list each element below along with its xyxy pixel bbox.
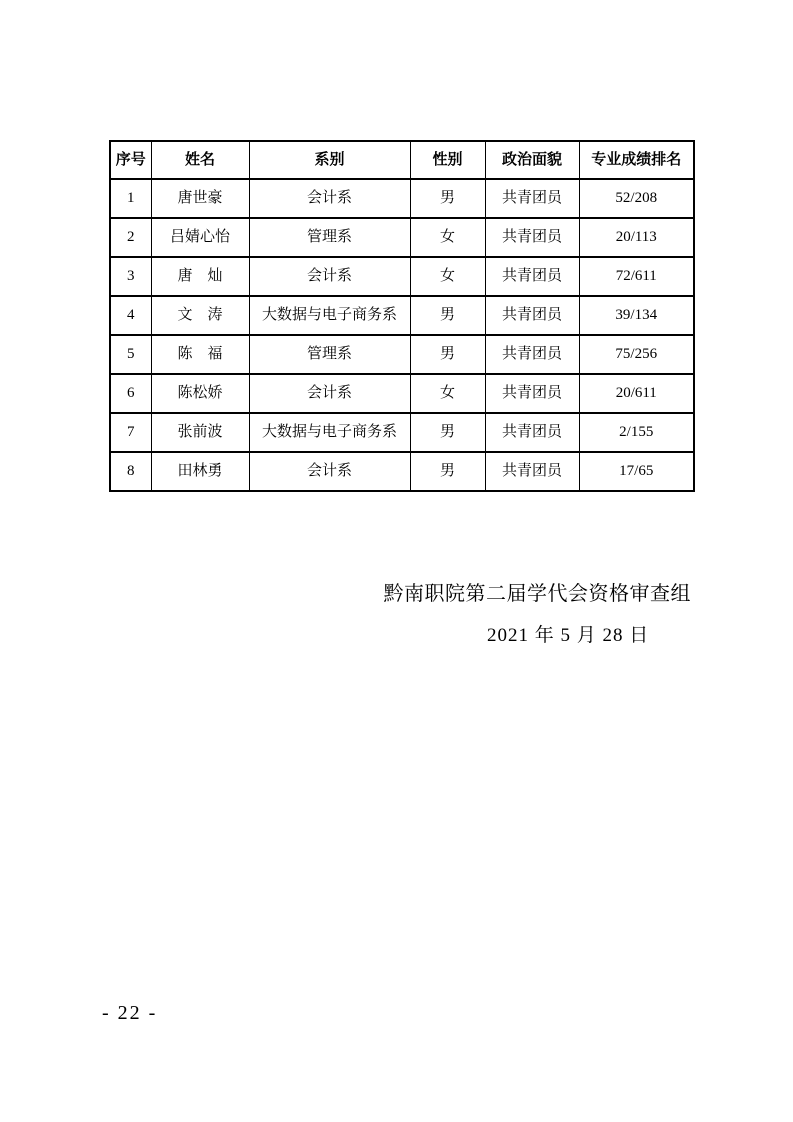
column-header-political-status: 政治面貌: [485, 141, 579, 179]
column-header-index: 序号: [110, 141, 151, 179]
cell-dept: 会计系: [249, 374, 410, 413]
cell-rank: 2/155: [579, 413, 694, 452]
cell-dept: 管理系: [249, 335, 410, 374]
table-row: [110, 179, 694, 218]
cell-rank: 39/134: [579, 296, 694, 335]
cell-no: 3: [110, 257, 151, 296]
cell-rank: 52/208: [579, 179, 694, 218]
column-header-department: 系别: [249, 141, 410, 179]
cell-gender: 男: [410, 452, 485, 491]
cell-political: 共青团员: [485, 218, 579, 257]
cell-political: 共青团员: [485, 179, 579, 218]
cell-dept: 大数据与电子商务系: [249, 413, 410, 452]
cell-political: 共青团员: [485, 452, 579, 491]
cell-gender: 女: [410, 218, 485, 257]
cell-name: 陈松娇: [151, 374, 249, 413]
cell-dept: 管理系: [249, 218, 410, 257]
cell-name: 唐世豪: [151, 179, 249, 218]
cell-rank: 17/65: [579, 452, 694, 491]
cell-dept: 大数据与电子商务系: [249, 296, 410, 335]
signature-date: 2021 年 5 月 28 日: [487, 625, 650, 646]
cell-gender: 女: [410, 374, 485, 413]
table-row: [110, 452, 694, 491]
cell-name: 吕婧心怡: [151, 218, 249, 257]
page-number: - 22 -: [102, 1002, 158, 1024]
delegate-roster-table: [109, 140, 695, 492]
cell-no: 1: [110, 179, 151, 218]
cell-no: 8: [110, 452, 151, 491]
cell-political: 共青团员: [485, 257, 579, 296]
table-row: [110, 413, 694, 452]
cell-political: 共青团员: [485, 413, 579, 452]
cell-no: 2: [110, 218, 151, 257]
table-row: [110, 296, 694, 335]
cell-name: 田林勇: [151, 452, 249, 491]
cell-no: 7: [110, 413, 151, 452]
cell-rank: 75/256: [579, 335, 694, 374]
cell-political: 共青团员: [485, 296, 579, 335]
cell-rank: 20/611: [579, 374, 694, 413]
cell-political: 共青团员: [485, 335, 579, 374]
cell-name: 唐 灿: [151, 257, 249, 296]
cell-gender: 男: [410, 296, 485, 335]
cell-name: 文 涛: [151, 296, 249, 335]
cell-dept: 会计系: [249, 179, 410, 218]
cell-gender: 女: [410, 257, 485, 296]
table-row: [110, 218, 694, 257]
column-header-rank: 专业成绩排名: [579, 141, 694, 179]
cell-no: 4: [110, 296, 151, 335]
cell-rank: 72/611: [579, 257, 694, 296]
cell-no: 6: [110, 374, 151, 413]
cell-gender: 男: [410, 413, 485, 452]
cell-political: 共青团员: [485, 374, 579, 413]
cell-dept: 会计系: [249, 257, 410, 296]
column-header-gender: 性别: [410, 141, 485, 179]
table-header-row: [110, 141, 694, 179]
column-header-name: 姓名: [151, 141, 249, 179]
cell-name: 陈 福: [151, 335, 249, 374]
cell-dept: 会计系: [249, 452, 410, 491]
cell-no: 5: [110, 335, 151, 374]
cell-name: 张前波: [151, 413, 249, 452]
cell-rank: 20/113: [579, 218, 694, 257]
cell-gender: 男: [410, 335, 485, 374]
table-row: [110, 374, 694, 413]
cell-gender: 男: [410, 179, 485, 218]
table-row: [110, 335, 694, 374]
signature-organization: 黔南职院第二届学代会资格审查组: [383, 583, 691, 605]
table-row: [110, 257, 694, 296]
